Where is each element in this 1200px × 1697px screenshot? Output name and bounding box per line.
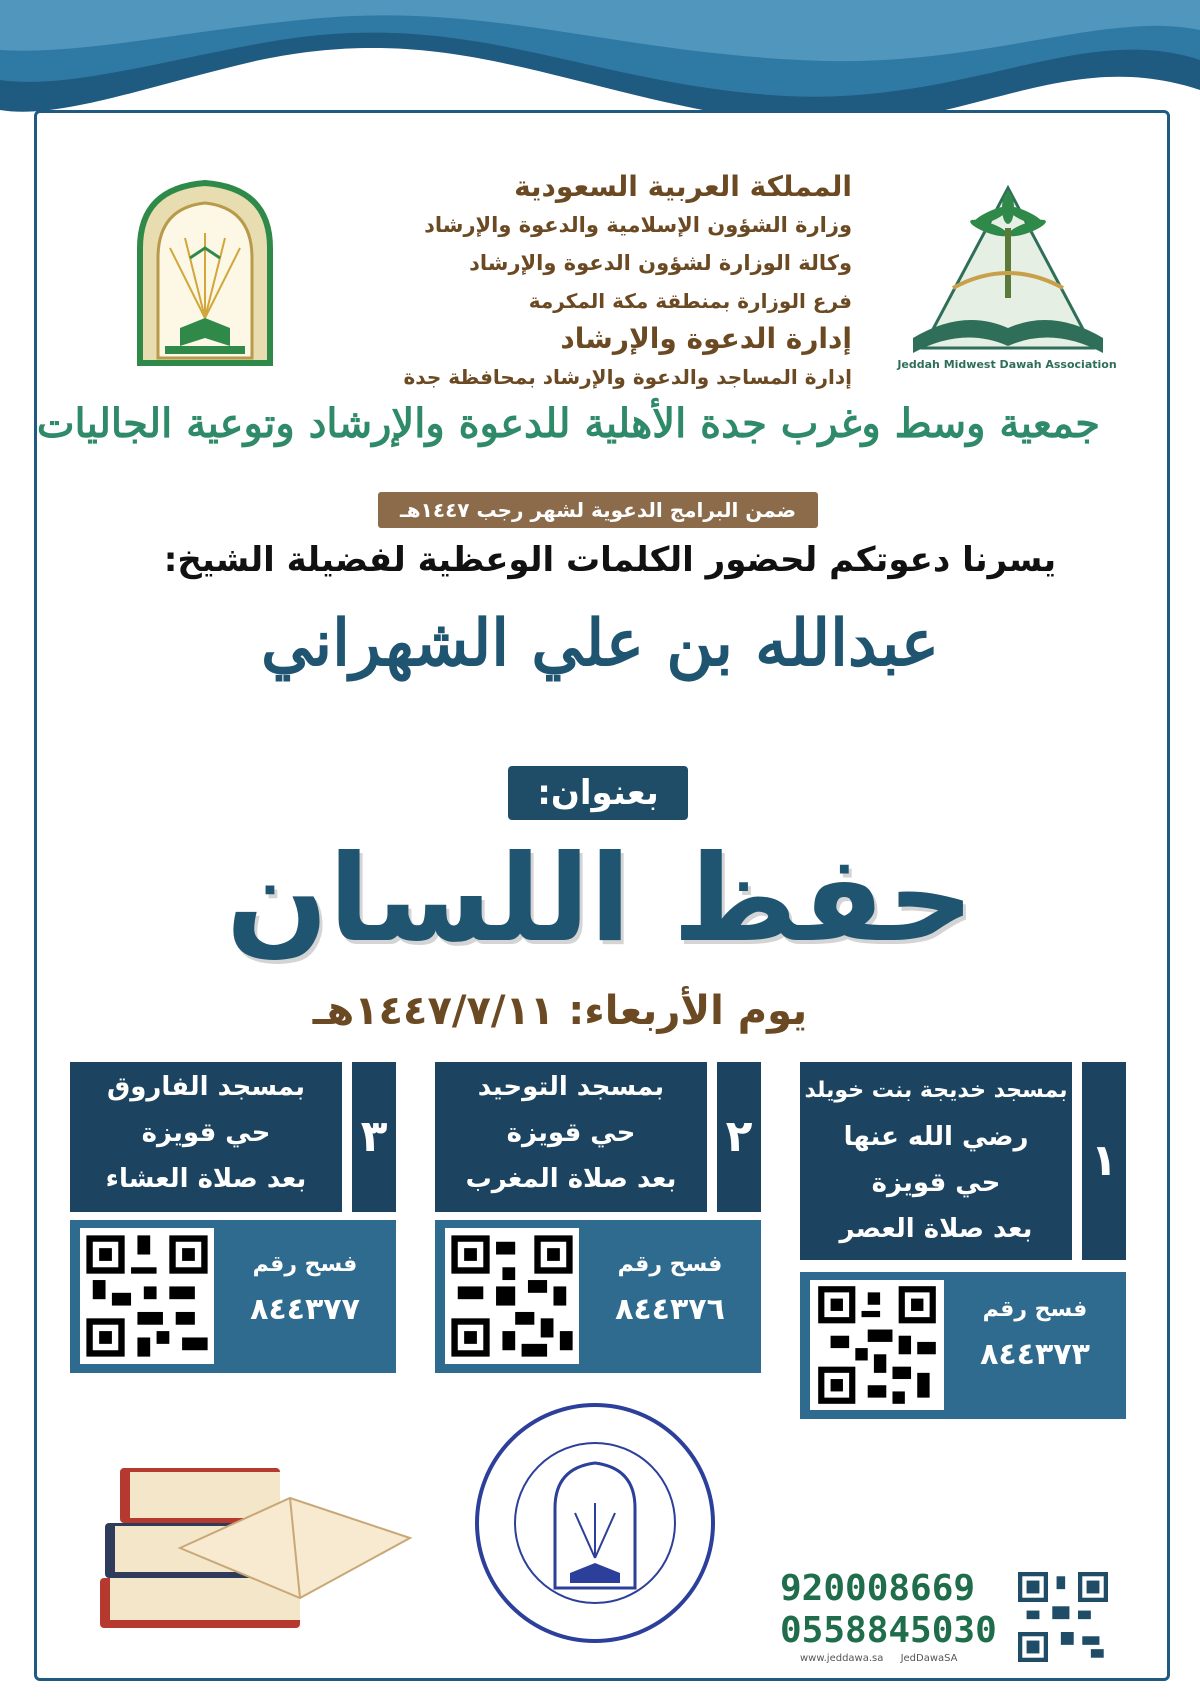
location-2-permit-label: فسح رقم (617, 1252, 723, 1277)
header-branch: فرع الوزارة بمنطقة مكة المكرمة (528, 289, 852, 313)
location-3-district: حي قويزة (141, 1118, 271, 1148)
location-3-permit-text (230, 1245, 380, 1335)
location-1-permit-number: ٨٤٤٣٧٣ (980, 1337, 1090, 1372)
location-1-line2: رضي الله عنها (843, 1122, 1029, 1152)
phone-primary[interactable]: 920008669 (780, 1568, 976, 1609)
header-country: المملكة العربية السعودية (514, 170, 852, 203)
location-3-permit-label: فسح رقم (252, 1252, 358, 1277)
location-2-mosque: بمسجد التوحيد (477, 1072, 665, 1102)
invitation-text: يسرنا دعوتكم لحضور الكلمات الوعظية لفضيلة الشيخ: (163, 540, 1057, 580)
location-3-time: بعد صلاة العشاء (105, 1164, 307, 1194)
location-3-mosque: بمسجد الفاروق (107, 1072, 305, 1102)
header-text-block (332, 168, 852, 396)
footer-qr-code[interactable] (1018, 1572, 1108, 1662)
location-2-time: بعد صلاة المغرب (465, 1164, 677, 1194)
location-1-qr-code[interactable] (810, 1280, 944, 1410)
footer-links (800, 1653, 1030, 1664)
location-2-permit-text (595, 1245, 745, 1335)
location-1-mosque: بمسجد خديجة بنت خويلد (804, 1078, 1068, 1103)
location-1-info (800, 1062, 1072, 1260)
association-arabic-name: جمعية وسط وغرب جدة الأهلية للدعوة والإرشاد وتوعية الجاليات (36, 400, 1100, 447)
header-ministry: وزارة الشؤون الإسلامية والدعوة والإرشاد (424, 213, 852, 237)
location-1-time: بعد صلاة العصر (839, 1214, 1033, 1244)
sheikh-name: عبدالله بن علي الشهراني (260, 606, 940, 681)
phone-secondary[interactable]: 0558845030 (780, 1610, 997, 1651)
location-1-permit-label: فسح رقم (982, 1297, 1088, 1322)
lecture-date: يوم الأربعاء: ١٤٤٧/٧/١١هـ (312, 988, 808, 1034)
ministry-logo (130, 178, 280, 368)
location-1-number: ١ (1082, 1062, 1126, 1260)
location-3-info (70, 1062, 342, 1212)
books-illustration (90, 1428, 420, 1638)
official-stamp (470, 1398, 720, 1648)
location-2-number: ٢ (717, 1062, 761, 1212)
contact-phones (780, 1568, 1000, 1652)
social-handle[interactable]: JedDawaSA (900, 1653, 958, 1664)
location-2-district: حي قويزة (506, 1118, 636, 1148)
title-label: بعنوان: (508, 766, 688, 820)
header-department: إدارة الدعوة والإرشاد (560, 322, 852, 355)
location-1-permit-text (960, 1290, 1110, 1380)
header-agency: وكالة الوزارة لشؤون الدعوة والإرشاد (469, 251, 852, 275)
association-logo (893, 178, 1123, 378)
location-2-info (435, 1062, 707, 1212)
location-3-number: ٣ (352, 1062, 396, 1212)
program-badge: ضمن البرامج الدعوية لشهر رجب ١٤٤٧هـ (378, 492, 818, 528)
lecture-title: حفظ اللسان (226, 830, 974, 969)
location-3-qr-code[interactable] (80, 1228, 214, 1364)
website-link[interactable]: www.jeddawa.sa (800, 1653, 884, 1664)
association-english-name: Jeddah Midwest Dawah Association (897, 358, 1117, 371)
location-2-permit-number: ٨٤٤٣٧٦ (615, 1292, 725, 1327)
location-3-permit-number: ٨٤٤٣٧٧ (250, 1292, 360, 1327)
header-administration: إدارة المساجد والدعوة والإرشاد بمحافظة جدة (403, 365, 852, 389)
location-1-district: حي قويزة (871, 1168, 1001, 1198)
location-2-qr-code[interactable] (445, 1228, 579, 1364)
